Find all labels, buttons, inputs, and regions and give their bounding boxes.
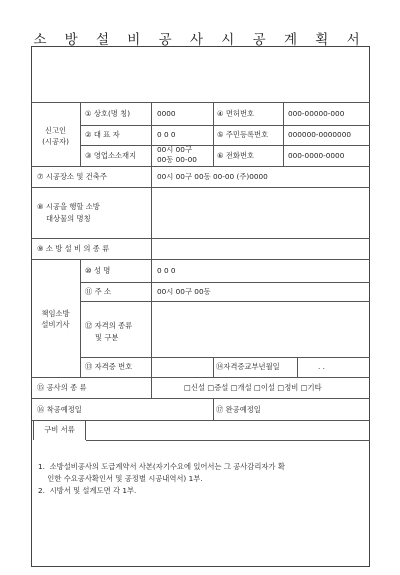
required-doc-item-1-cont: 인한 수요공사확인서 및 공정별 시공내역서) 1부. (38, 474, 203, 483)
option-remodel[interactable]: □개설 (230, 383, 252, 392)
row-divider (31, 377, 370, 378)
work-type-options (184, 383, 322, 392)
form-title: 소 방 설 비 공 사 시 공 계 획 서 (33, 32, 367, 48)
office-address-value-line1: 00시 00구 (157, 145, 192, 154)
representative-label: ② 대 표 자 (85, 130, 120, 139)
cert-date-value: . . (318, 362, 325, 371)
site-owner-label: ⑦ 시공장소 및 건축주 (37, 172, 107, 181)
engineer-name-label: ⑩ 성 명 (85, 266, 111, 275)
equipment-type-label: ⑨ 소 방 설 비 의 종 류 (37, 244, 110, 253)
work-type-label: ⑮ 공사의 종 류 (37, 383, 87, 392)
row-divider (31, 259, 370, 260)
applicant-group-label: 신고인 (44, 126, 67, 135)
row-divider (80, 301, 370, 302)
required-doc-item-1: 1. 소방설비공사의 도급계약서 사본(자기수요에 있어서는 그 공사감리자가 확 (38, 462, 285, 471)
required-docs-tab: 구비 서류 (33, 420, 86, 440)
option-maintain[interactable]: □정비 (277, 383, 299, 392)
target-object-label: ⑧ 시공을 행할 소방 (37, 202, 100, 211)
col-divider (297, 357, 298, 377)
cert-type-label-sub: 및 구분 (95, 333, 119, 342)
col-divider (213, 398, 214, 420)
representative-value: 0 0 0 (157, 130, 176, 139)
resident-id-label: ⑤ 주민등록번호 (217, 130, 269, 139)
row-divider (80, 282, 370, 283)
cert-type-label: ⑫ 자격의 종류 (85, 321, 133, 330)
license-number-value: 000-00000-000 (288, 109, 345, 118)
row-divider (80, 145, 370, 146)
phone-number-label: ⑥ 전화번호 (217, 151, 255, 160)
row-divider (31, 398, 370, 399)
end-date-label: ⑰ 완공예정일 (216, 405, 261, 414)
phone-number-value: 000-0000-0000 (288, 151, 345, 160)
col-divider (80, 102, 81, 166)
option-expand[interactable]: □증설 (207, 383, 229, 392)
cert-number-label: ⑬ 자격증 번호 (85, 362, 133, 371)
required-doc-item-2: 2. 시방서 및 설계도면 각 1부. (38, 486, 137, 495)
engineer-group-label-sub: 설비기사 (41, 320, 70, 329)
row-divider (31, 102, 370, 103)
col-divider (151, 102, 152, 166)
target-object-label-sub: 대상물의 명칭 (46, 214, 91, 223)
company-name-label: ① 상호(명 칭) (85, 109, 131, 118)
row-divider (80, 357, 370, 358)
option-relocate[interactable]: □이설 (253, 383, 275, 392)
col-divider (80, 259, 81, 377)
row-divider (31, 166, 370, 167)
license-number-label: ④ 면허번호 (217, 109, 255, 118)
col-divider (151, 377, 152, 398)
row-divider (31, 238, 370, 239)
row-divider (86, 440, 370, 441)
site-owner-value: 00시 00구 00동 00-00 (주)0000 (157, 172, 268, 181)
company-name-value: 0000 (157, 109, 176, 118)
row-divider (80, 125, 370, 126)
row-divider (31, 187, 370, 188)
resident-id-value: 000000-0000000 (288, 130, 351, 139)
applicant-group-label-sub: (시공자) (42, 137, 69, 146)
col-divider (213, 102, 214, 166)
engineer-address-label: ⑪ 주 소 (85, 287, 112, 296)
option-other[interactable]: □기타 (300, 383, 322, 392)
col-divider (213, 357, 214, 377)
col-divider (151, 166, 152, 259)
option-new[interactable]: □신설 (184, 383, 205, 392)
engineer-name-value: 0 0 0 (157, 266, 176, 275)
cert-date-label: ⑭자격증교부년월일 (216, 362, 280, 371)
office-address-value-line2: 00동 00-00 (157, 155, 197, 164)
engineer-group-label: 책임소방 (41, 309, 70, 318)
start-date-label: ⑯ 착공예정일 (37, 405, 82, 414)
col-divider (283, 102, 284, 166)
office-address-label: ③ 영업소소재지 (85, 151, 137, 160)
engineer-address-value: 00시 00구 00동 (157, 287, 211, 296)
col-divider (151, 259, 152, 377)
